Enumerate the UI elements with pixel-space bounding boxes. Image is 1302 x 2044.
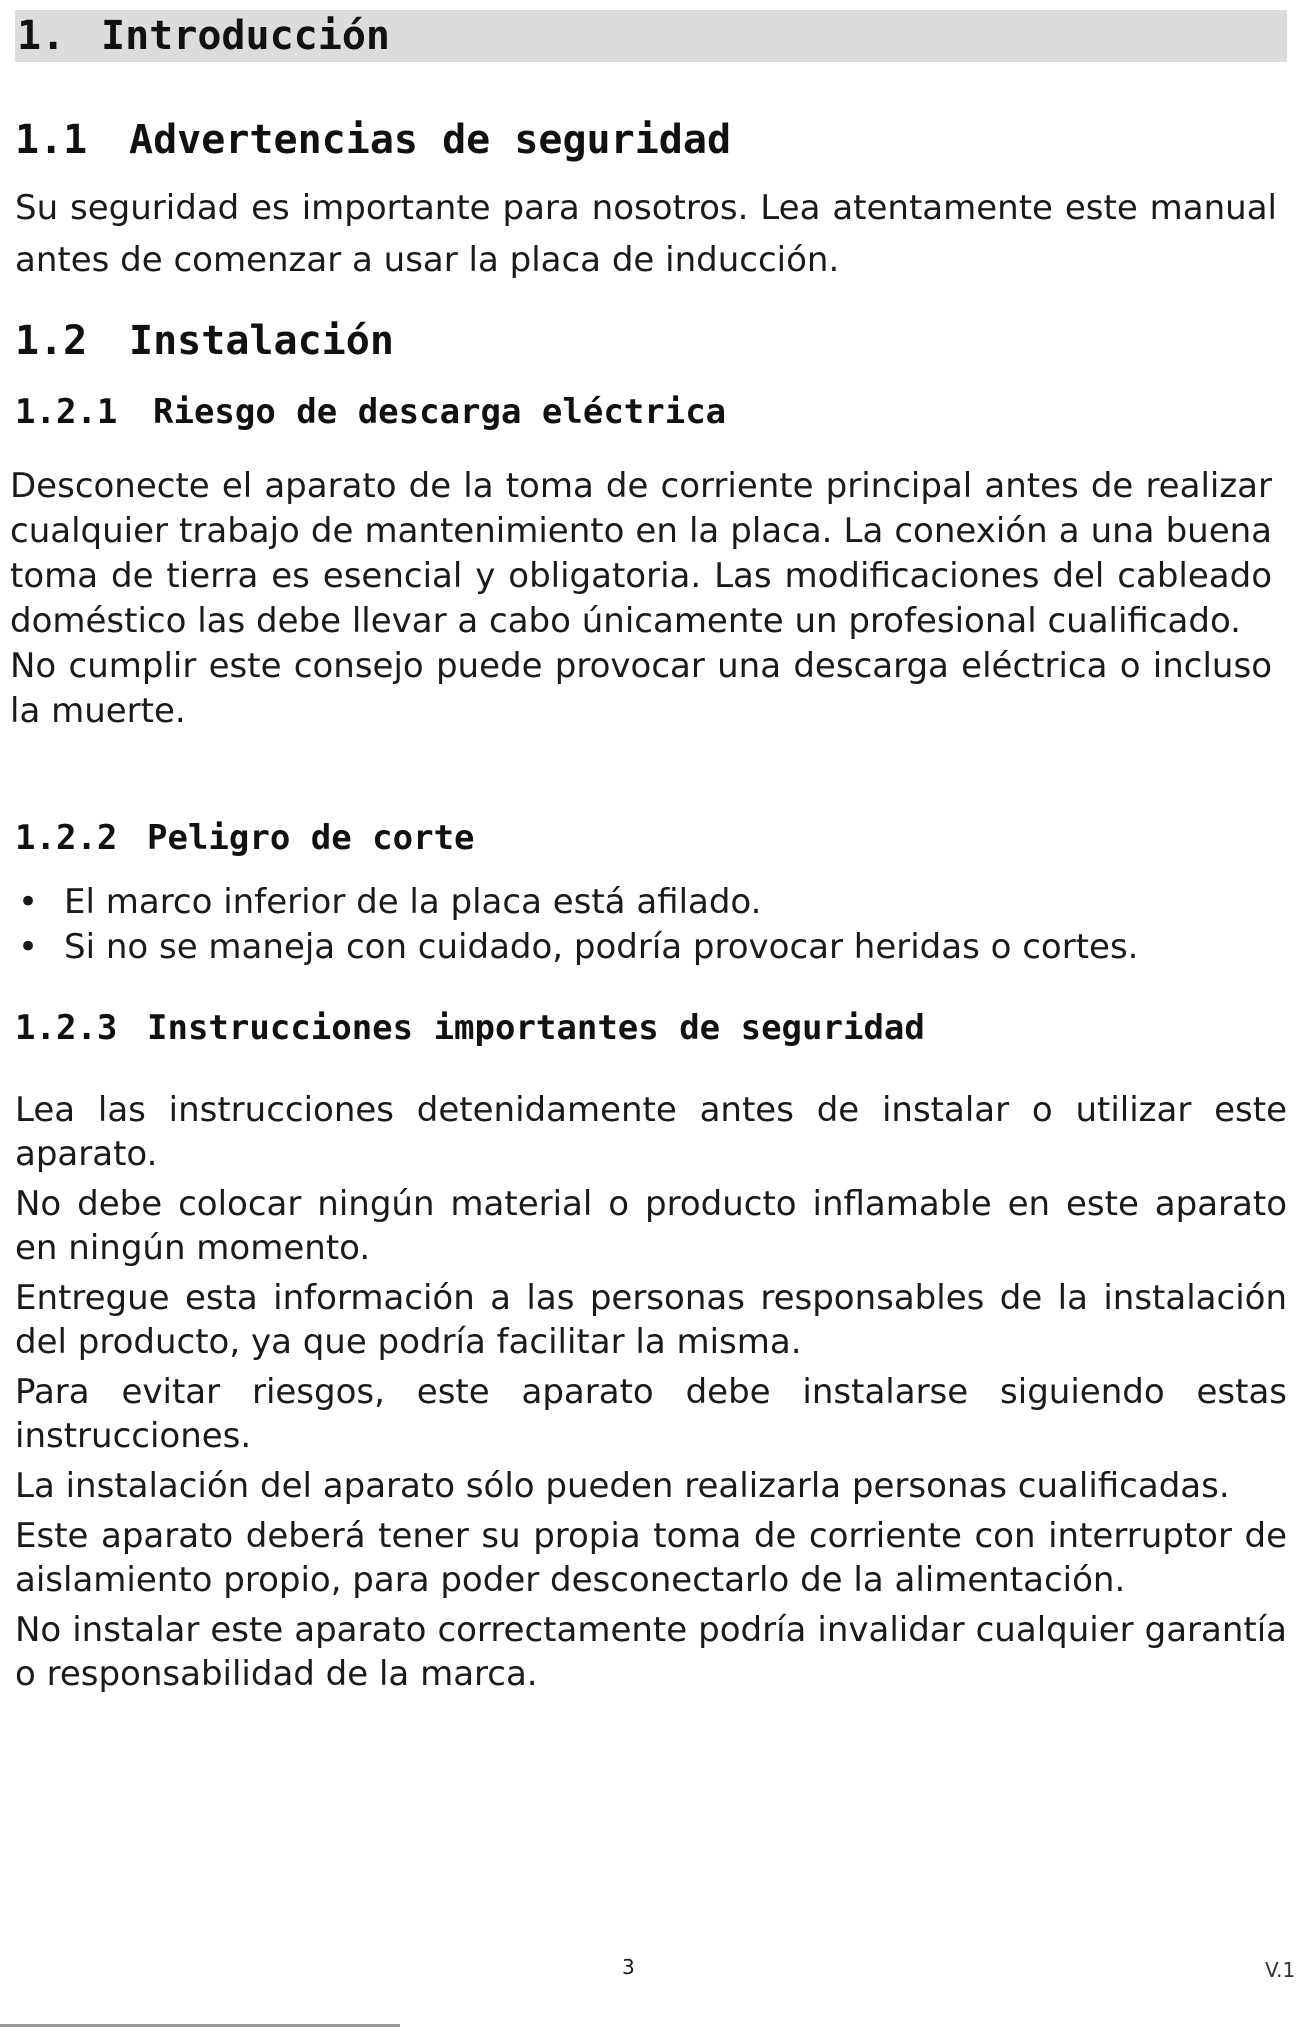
list-item-text: Si no se maneja con cuidado, podría provocar heridas o cortes.	[64, 927, 1139, 967]
subsection-heading-1-2-1	[15, 392, 726, 432]
subsection-heading-1-1	[15, 117, 731, 163]
bullet-icon: •	[18, 927, 39, 967]
list-item	[12, 925, 1282, 970]
list-item-text: El marco inferior de la placa está afilado.	[64, 882, 762, 922]
subsection-heading-1-2-3	[15, 1008, 925, 1048]
subsection-title: Instalación	[129, 318, 394, 364]
safety-intro-paragraph: Su seguridad es importante para nosotros. Lea atentamente este manual antes de comenzar a usar la placa de inducción.	[15, 188, 1277, 280]
scan-artifact-divider	[0, 2024, 400, 2027]
version-label: V.1	[1265, 1958, 1296, 1982]
safety-instructions-text	[15, 1088, 1287, 1702]
bullet-icon: •	[18, 882, 39, 922]
subsection-heading-1-2	[15, 318, 394, 364]
subsection-number: 1.1	[15, 117, 88, 163]
subsection-title: Riesgo de descarga eléctrica	[153, 392, 727, 432]
subsection-number: 1.2	[15, 318, 88, 364]
subsection-title: Peligro de corte	[147, 818, 475, 858]
section-heading	[15, 10, 1287, 62]
paragraph: Entregue esta información a las personas responsables de la instalación del producto, ya que podría facilitar la misma.	[15, 1278, 1287, 1362]
subsection-title: Instrucciones importantes de seguridad	[147, 1008, 925, 1048]
paragraph: Para evitar riesgos, este aparato debe instalarse siguiendo estas instrucciones.	[15, 1372, 1287, 1456]
section-number: 1.	[17, 13, 66, 59]
cut-hazard-list	[12, 880, 1282, 970]
paragraph: No debe colocar ningún material o producto inflamable en este aparato en ningún momento.	[15, 1184, 1287, 1268]
section-title: Introducción	[101, 13, 390, 59]
electric-shock-text	[10, 464, 1272, 734]
paragraph: Desconecte el aparato de la toma de corriente principal antes de realizar cualquier trabajo de mantenimiento en la placa. La conexión a una buena toma de tierra es esencial y obligatoria. Las modificaciones del cableado doméstico las debe llevar a cabo únicamente un profesional cualificado.	[10, 466, 1272, 641]
paragraph: No instalar este aparato correctamente podría invalidar cualquier garantía o responsabilidad de la marca.	[15, 1610, 1287, 1694]
page-number: 3	[622, 1955, 635, 1979]
subsection-heading-1-2-2	[15, 818, 475, 858]
subsection-number: 1.2.3	[15, 1008, 118, 1048]
paragraph: La instalación del aparato sólo pueden realizarla personas cualificadas.	[15, 1466, 1230, 1506]
subsection-number: 1.2.2	[15, 818, 118, 858]
paragraph: Este aparato deberá tener su propia toma de corriente con interruptor de aislamiento propio, para poder desconectarlo de la alimentación.	[15, 1516, 1287, 1600]
list-item	[12, 880, 1282, 925]
subsection-title: Advertencias de seguridad	[129, 117, 732, 163]
paragraph: Lea las instrucciones detenidamente antes de instalar o utilizar este aparato.	[15, 1090, 1287, 1174]
subsection-number: 1.2.1	[15, 392, 118, 432]
paragraph: No cumplir este consejo puede provocar una descarga eléctrica o incluso la muerte.	[10, 646, 1272, 731]
